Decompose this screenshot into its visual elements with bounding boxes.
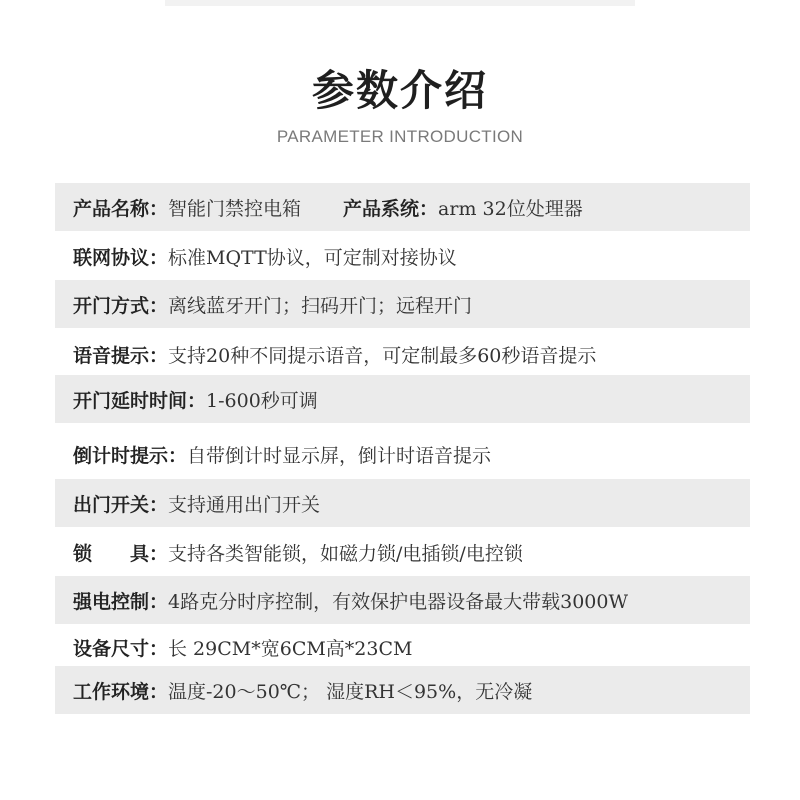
param-label: 出门开关： [73, 493, 169, 516]
param-label: 强电控制： [73, 590, 169, 613]
top-decor-bar [165, 0, 635, 6]
param-value: 支持各类智能锁，如磁力锁/电插锁/电控锁 [168, 542, 523, 565]
param-row-unlock-method [55, 280, 750, 328]
param-row-countdown [55, 430, 750, 478]
param-value: 支持通用出门开关 [168, 493, 321, 516]
param-value: arm 32位处理器 [438, 197, 583, 220]
param-label: 开门方式： [73, 294, 169, 317]
param-row-power-control [55, 576, 750, 624]
param-label: 联网协议： [73, 246, 169, 269]
param-value: 4路克分时序控制，有效保护电器设备最大带载3000W [168, 590, 628, 613]
param-row-product-name [55, 183, 750, 231]
param-row-dimensions [55, 623, 750, 671]
param-row-unlock-delay [55, 375, 750, 423]
param-value: 智能门禁控电箱 [168, 197, 302, 220]
param-row-voice-prompt [55, 330, 750, 378]
param-row-exit-switch [55, 479, 750, 527]
param-value: 自带倒计时显示屏，倒计时语音提示 [187, 444, 492, 467]
param-row-environment [55, 666, 750, 714]
param-label: 产品系统： [343, 197, 439, 220]
param-label: 产品名称： [73, 197, 169, 220]
param-label: 倒计时提示： [73, 444, 188, 467]
param-value: 离线蓝牙开门；扫码开门；远程开门 [168, 294, 473, 317]
param-value: 长 29CM*宽6CM高*23CM [168, 637, 413, 660]
param-label: 设备尺寸： [73, 637, 169, 660]
param-value: 标准MQTT协议，可定制对接协议 [168, 246, 457, 269]
param-row-lock [55, 528, 750, 576]
param-value: 支持20种不同提示语音，可定制最多60秒语音提示 [168, 344, 597, 367]
param-label: 工作环境： [73, 680, 169, 703]
page-title: 参数介绍 [311, 66, 488, 115]
param-row-network-protocol [55, 232, 750, 280]
param-label: 锁 具： [73, 542, 169, 565]
param-label: 开门延时时间： [73, 389, 207, 412]
param-value: 温度-20～50℃； 湿度RH＜95%，无冷凝 [168, 680, 533, 703]
param-value: 1-600秒可调 [206, 389, 318, 412]
page-subtitle: PARAMETER INTRODUCTION [276, 127, 524, 146]
param-label: 语音提示： [73, 344, 169, 367]
